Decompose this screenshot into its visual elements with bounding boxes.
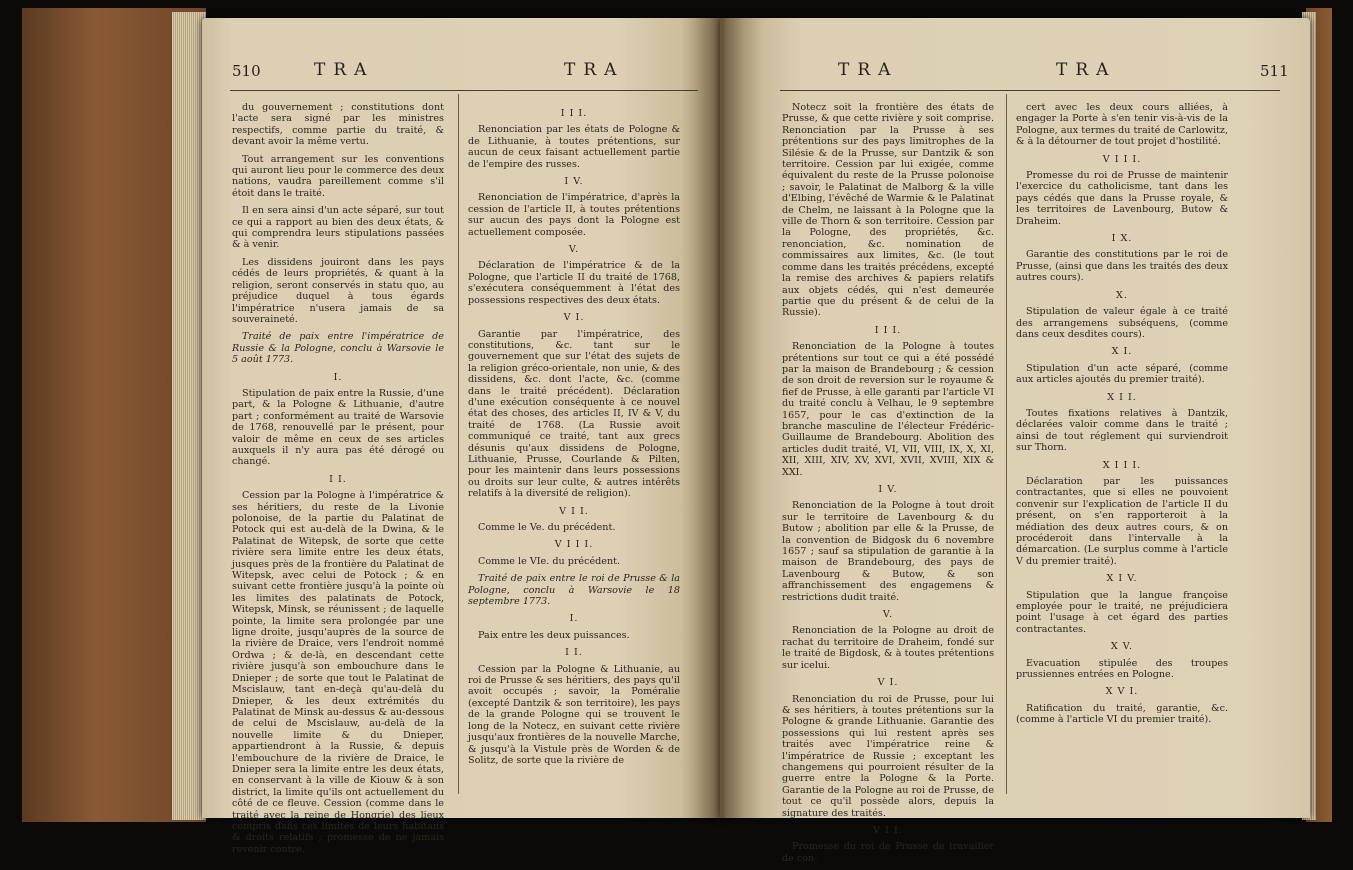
- article-number: V.: [882, 609, 894, 621]
- paragraph: Déclaration de l'impératrice & de la Pologne, que l'article II du traité de 1768, s'exécutera conséquemment à l'état des possessions respectives des deux états.: [468, 260, 680, 306]
- article-number: I X.: [1111, 233, 1133, 245]
- article-number: I V.: [878, 484, 898, 495]
- treaty-title: Traité de paix entre le roi de Prusse & la Pologne, conclu à Warsovie le 18 septembre 1773.: [468, 573, 680, 608]
- article-number: I.: [333, 371, 343, 383]
- paragraph: Cession par la Pologne à l'impératrice & ses héritiers, du reste de la Livonie polonoise, de la partie du Palatinat de Potock qui est au-delà de la Dwina, & le Palatinat de Witepsk, de sorte que cette rivière sera limite entre les deux états, jusques près de la frontière du Palatinat de Witepsk, avec celui de Potock ; & en suivant cette frontière jusqu'à la pointe où les limites des palatinats de Potock, Witepsk, Minsk, se réunissent ; de laquelle pointe, la limite sera prolongée par une ligne droite, jusqu'auprès de la source de la rivière de Draice, vers l'endroit nommé Ordwa ; & de-là, en descendant cette rivière jusqu'à son embouchure dans le Dnieper ; de sorte que tout le Palatinat de Mscislauw, tant en-deçà qu'au-delà du Dnieper, & les deux extrémités du Palatinat de Minsk au-dessus & au-dessous de celui de Mscislauw, au-delà de la nouvelle limite & du Dnieper, appartiendront à la Russie, & depuis l'embouchure de la rivière de Draice, le Dnieper sera la limite entre les deux états, en conservant à la ville de Kiouw & à son district, la limite qu'ils ont actuellement du côté de ce fleuve. Cession (comme dans le traité avec la reine de Hongrie) des lieux compris dans ces limites de leurs habitans & droits relatifs ; promesse de ne jamais revenir contre.: [232, 490, 444, 855]
- paragraph: Renonciation de l'impératrice, d'après la cession de l'article II, à toutes prétentions sur aucun des pays dont la Pologne est actuellement composée.: [468, 192, 680, 238]
- paragraph: Stipulation que la langue françoise employée pour le traité, ne préjudiciera point l'usage à cet égard des parties contractantes.: [1016, 589, 1228, 635]
- paragraph: Toutes fixations relatives à Dantzik, déclarées valoir comme dans le traité ; ainsi de tout réglement qui surviendroit sur Thorn.: [1016, 407, 1228, 454]
- paragraph: Stipulation d'un acte séparé, (comme aux articles ajoutés du premier traité).: [1016, 362, 1228, 386]
- running-head-right: TRA: [838, 60, 899, 80]
- article-number: V I I.: [559, 505, 589, 517]
- article-number: I V.: [564, 176, 584, 188]
- article-number: I I.: [565, 647, 583, 659]
- paragraph: Stipulation de paix entre la Russie, d'une part, & la Pologne & Lithuanie, d'autre part ; conformément au traité de Warsovie de 1768, renouvellé par le présent, pour valoir de même en ceux de ses articles auxquels il n'y aura pas été dérogé ou changé.: [232, 387, 444, 468]
- right-page-column-2: [1016, 102, 1228, 732]
- paragraph: Renonciation de la Pologne à toutes prétentions sur tout ce qui a été possédé par la maison de Brandebourg ; & cession de son droit de reversion sur le royaume & fief de Prusse, à elle garanti par l'article VI du traité conclu à Velhau, le 9 septembre 1657, pour le cas d'extinction de la branche masculine de l'électeur Frédéric-Guillaume de Brandebourg. Abolition des articles dudit traité, VI, VII, VIII, IX, X, XI, XII, XIII, XIV, XV, XVI, XVII, XVIII, XIX & XXI.: [782, 341, 994, 478]
- paragraph: Promesse du roi de Prusse de maintenir l'exercice du catholicisme, tant dans les pays cédés que dans la Prusse royale, & les territoires de Lavenbourg, Butow & Draheim.: [1016, 170, 1228, 227]
- paragraph: Renonciation de la Pologne au droit de rachat du territoire de Draheim, fondé sur le traité de Bigdosk, & à toutes prétentions sur icelui.: [782, 625, 994, 671]
- paragraph: cert avec les deux cours alliées, à engager la Porte à s'en tenir vis-à-vis de la Pologne, aux termes du traité de Carlowitz, & à la détourner de tout projet d'hostilité.: [1016, 102, 1228, 148]
- article-number: I.: [569, 613, 579, 625]
- treaty-title: Traité de paix entre l'impératrice de Russie & la Pologne, conclu à Warsovie le 5 août 1773.: [232, 331, 444, 366]
- article-number: I I I.: [874, 324, 902, 336]
- left-page: [202, 18, 720, 855]
- paragraph: Evacuation stipulée des troupes prussiennes entrées en Pologne.: [1016, 657, 1228, 681]
- book-gutter-shadow: [682, 18, 762, 818]
- article-number: I I I.: [560, 108, 588, 119]
- left-page-column-1: [232, 102, 444, 861]
- paragraph: Il en sera ainsi d'un acte séparé, sur tout ce qui a rapport au bien des deux états, & qui comprendra leurs stipulations passées & à venir.: [232, 205, 444, 251]
- paragraph: Promesse du roi de Prusse de travailler de con-: [782, 841, 994, 864]
- right-page: [720, 18, 1310, 864]
- page-number-right: 511: [1260, 62, 1289, 80]
- article-number: X V.: [1110, 641, 1134, 653]
- paragraph: Cession par la Pologne & Lithuanie, au roi de Prusse & ses héritiers, des pays qu'il avoit occupés ; savoir, la Poméralie (excepté Dantzik & son territoire), les pays de la grande Pologne qui se trouvent le long de la Notecz, en suivant cette rivière jusqu'aux frontières de la nouvelle Marche, & jusqu'à la Vistule près de Worden & de Solitz, de sorte que la rivière de: [468, 663, 680, 766]
- article-number: V I I I.: [554, 539, 594, 551]
- article-number: X V I.: [1105, 686, 1139, 698]
- running-head-left-col2: TRA: [564, 60, 625, 80]
- paragraph: Paix entre les deux puissances.: [478, 629, 630, 641]
- running-head-left: TRA: [314, 60, 375, 80]
- column-rule: [1006, 94, 1007, 794]
- paragraph: Renonciation par les états de Pologne & de Lithuanie, à toutes prétentions, sur aucun de ceux faisant actuellement partie de l'empire des russes.: [468, 124, 680, 170]
- article-number: V I.: [563, 312, 585, 324]
- article-number: V.: [568, 244, 580, 256]
- paragraph: Les dissidens jouiront dans les pays cédés de leurs propriétés, & quant à la religion, seront conservés in statu quo, au préjudice duquel à tous égards l'impératrice n'usera jamais de sa souveraineté.: [232, 256, 444, 325]
- paragraph: Comme le VIe. du précédent.: [478, 555, 621, 567]
- paragraph: Ratification du traité, garantie, &c. (comme à l'article VI du premier traité).: [1016, 702, 1228, 726]
- running-head-right-col2: TRA: [1056, 60, 1117, 80]
- head-rule: [780, 90, 1280, 91]
- article-number: V I I I.: [1102, 153, 1142, 165]
- paragraph: Renonciation du roi de Prusse, pour lui & ses héritiers, à toutes prétentions sur la Pologne & grande Lithuanie. Garantie des possessions qui lui restent après ses traités avec l'impératrice reine & l'impératrice de Russie ; exceptant les changemens qui pourroient résulter de la guerre entre la Pologne & la Porte. Garantie de la Pologne au roi de Prusse, de tout ce qu'il possède alors, depuis la signature des traités.: [782, 693, 994, 819]
- paragraph: Tout arrangement sur les conventions qui auront lieu pour le commerce des deux nations, vaudra pareillement comme s'il étoit dans le traité.: [232, 153, 444, 199]
- paragraph: Renonciation de la Pologne à tout droit sur le territoire de Lavenbourg & du Butow ; abolition par elle & la Prusse, de la convention de Bidgosk du 6 novembre 1657 ; sauf sa stipulation de garantie à la maison de Brandebourg, des pays de Lavenbourg & Butow, & son affranchissement des engagemens & restrictions dudit traité.: [782, 500, 994, 603]
- head-rule: [230, 90, 698, 91]
- left-page-column-2: [468, 102, 680, 772]
- article-number: X I.: [1111, 346, 1133, 358]
- paragraph: Stipulation de valeur égale à ce traité des arrangemens subséquens, (comme dans ceux desdites cours).: [1016, 306, 1228, 340]
- article-number: X I I.: [1107, 391, 1137, 403]
- article-number: V I.: [877, 677, 899, 689]
- paragraph: Notecz soit la frontière des états de Prusse, & que cette rivière y soit comprise. Renonciation par la Prusse à ses prétentions sur des pays limitrophes de la Silésie & de la Prusse, sur Dantzik & son territoire. Cession par lui exigée, comme équivalent du reste de la Prusse polonoise ; savoir, le Palatinat de Malborg & la ville d'Elbing, l'évêché de Warmie & le Palatinat de Chelm, ne laissant à la Pologne que la ville de Thorn & son territoire. Cession par la Pologne, des propriétés, &c. renonciation, &c. nomination de commissaires aux limites, &c. (le tout comme dans les traités précédens, excepté la remise des archives & papiers relatifs aux objets cédés, qui n'est demeurée partie que du présent & de celui de la Russie).: [782, 102, 994, 319]
- paragraph: Garantie des constitutions par le roi de Prusse, (ainsi que dans les traités des deux autres cours).: [1016, 249, 1228, 284]
- page-number-left: 510: [232, 62, 261, 80]
- article-number: X I V.: [1106, 573, 1138, 585]
- paragraph: Garantie par l'impératrice, des constitutions, &c. tant sur le gouvernement que sur l'état des sujets de la religion gréco-orientale, non unie, & des dissidens, &c. dont l'acte, &c. (comme dans le traité précédent). Déclaration d'une exécution conséquente à ce nouvel état des choses, des articles II, IV & V, du traité de 1768. (La Russie avoit communiqué ce traité, tant aux grecs désunis qu'aux dissidens de Pologne, Lithuanie, Prusse, Courlande & Pilten, pour les maintenir dans leurs possessions ou droits sur leur culte, & autres intérêts relatifs à la diversité de religion).: [468, 328, 680, 500]
- right-page-column-1: [782, 102, 994, 870]
- paragraph: du gouvernement ; constitutions dont l'acte sera signé par les ministres respectifs, comme partie du traité, & devant avoir la même vertu.: [232, 102, 444, 148]
- page-edges-left: [172, 12, 206, 820]
- article-number: X I I I.: [1102, 459, 1142, 471]
- column-rule: [458, 94, 459, 794]
- paragraph: Déclaration par les puissances contractantes, que si elles ne pouvoient convenir sur l'explication de l'article II du présent, on s'en rapporteroit à la médiation des deux autres cours, & on procéderoit dans l'intervalle à la démarcation. (Le surplus comme à l'article V du premier traité).: [1016, 475, 1228, 567]
- article-number: V I I.: [873, 824, 903, 836]
- open-book: [22, 0, 1332, 864]
- paragraph: Comme le Ve. du précédent.: [478, 522, 616, 533]
- article-number: I I.: [329, 473, 347, 485]
- article-number: X.: [1116, 289, 1128, 301]
